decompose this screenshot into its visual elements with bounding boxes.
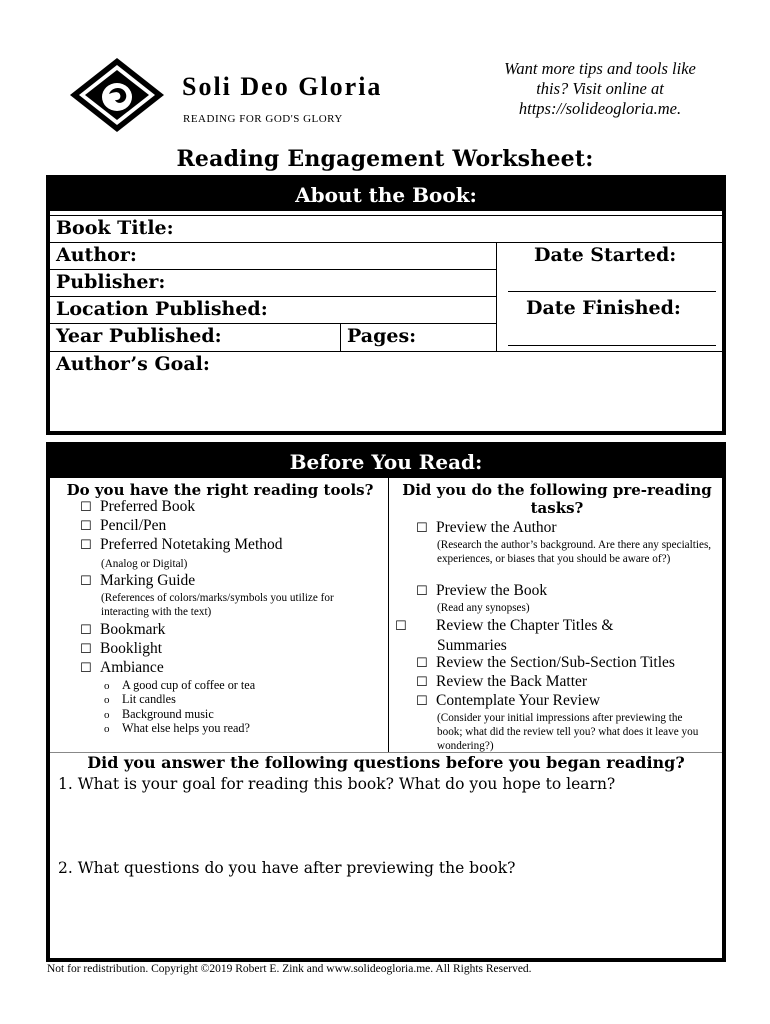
item-label: Preferred Book [100, 498, 196, 515]
checkbox-icon[interactable]: ☐ [416, 521, 428, 536]
item-label: Contemplate Your Review [436, 692, 601, 709]
author-field[interactable]: Author: [56, 244, 137, 266]
checkbox-icon[interactable]: ☐ [80, 519, 92, 534]
about-book-section [46, 175, 726, 435]
year-published-field[interactable]: Year Published: [56, 325, 222, 347]
checkbox-icon[interactable]: ☐ [80, 623, 92, 638]
item-label: Review the Chapter Titles & Summaries [436, 617, 614, 654]
checklist-item[interactable] [80, 621, 165, 639]
publisher-field[interactable]: Publisher: [56, 271, 166, 293]
bullet-icon: o [104, 723, 110, 735]
checklist-item[interactable] [80, 536, 283, 554]
brand-tagline: READING FOR GOD'S GLORY [183, 113, 343, 125]
item-label: Marking Guide [100, 572, 196, 589]
divider [50, 351, 722, 352]
worksheet-title: Reading Engagement Worksheet: [176, 146, 594, 172]
book-title-field[interactable]: Book Title: [56, 217, 174, 239]
checklist-item[interactable] [416, 673, 587, 691]
checklist-item[interactable] [80, 517, 166, 535]
item-note: (Read any synopses) [437, 602, 530, 614]
questions-heading: Did you answer the following questions before you began reading? [87, 753, 685, 772]
tools-question: Do you have the right reading tools? [66, 481, 374, 499]
sub-item [104, 721, 250, 736]
item-label: Preview the Book [436, 582, 548, 599]
divider [50, 269, 496, 270]
question-1: 1. What is your goal for reading this book? What do you hope to learn? [58, 775, 616, 793]
sub-item-label: Background music [122, 707, 214, 721]
checkbox-icon[interactable]: ☐ [416, 656, 428, 671]
location-published-field[interactable]: Location Published: [56, 298, 268, 320]
sub-item [104, 707, 214, 722]
checklist-item[interactable] [80, 498, 195, 516]
pre-reading-question: Did you do the following pre-reading tasks? [402, 481, 712, 517]
checklist-item[interactable] [416, 654, 675, 672]
brand-name: Soli Deo Gloria [182, 72, 383, 101]
bullet-icon: o [104, 709, 110, 721]
item-label: Booklight [100, 640, 163, 657]
bullet-icon: o [104, 694, 110, 706]
before-you-read-section [46, 442, 726, 962]
item-label: Ambiance [100, 659, 164, 676]
pages-field[interactable]: Pages: [347, 325, 417, 347]
sub-item-label: What else helps you read? [122, 721, 250, 735]
promo-text [472, 59, 728, 119]
item-note: (Analog or Digital) [101, 558, 188, 570]
item-note: (References of colors/marks/symbols you utilize for interacting with the text) [101, 592, 334, 618]
bullet-icon: o [104, 680, 110, 692]
divider [496, 242, 497, 351]
checklist-item[interactable] [80, 640, 162, 658]
item-label: Review the Section/Sub-Section Titles [436, 654, 675, 671]
author-goal-field[interactable]: Author’s Goal: [56, 353, 210, 375]
checklist-item[interactable] [416, 692, 600, 710]
column-divider [388, 478, 389, 753]
checklist-item[interactable] [80, 572, 195, 590]
soli-deo-gloria-logo [68, 56, 166, 134]
checkbox-icon[interactable]: ☐ [80, 661, 92, 676]
item-label: Preferred Notetaking Method [100, 536, 283, 553]
checkbox-icon[interactable]: ☐ [80, 500, 92, 515]
date-finished-field[interactable]: Date Finished: [526, 297, 681, 319]
checkbox-icon[interactable]: ☐ [80, 574, 92, 589]
sub-item-label: A good cup of coffee or tea [122, 678, 256, 692]
checkbox-icon[interactable]: ☐ [416, 675, 428, 690]
checkbox-icon[interactable]: ☐ [80, 538, 92, 553]
sub-item [104, 678, 255, 693]
date-started-line [508, 291, 716, 292]
item-label: Bookmark [100, 621, 166, 638]
sub-item-label: Lit candles [122, 692, 176, 706]
divider [50, 323, 496, 324]
question-2: 2. What questions do you have after previewing the book? [58, 859, 516, 877]
item-label: Preview the Author [436, 519, 557, 536]
promo-line: this? Visit online at [536, 79, 664, 98]
sub-item [104, 692, 176, 707]
about-book-heading: About the Book: [50, 179, 722, 211]
divider [340, 323, 341, 351]
date-finished-line [508, 345, 716, 346]
promo-line: Want more tips and tools like [504, 59, 696, 78]
checkbox-icon[interactable]: ☐ [395, 619, 407, 634]
item-label: Review the Back Matter [436, 673, 588, 690]
item-note: (Consider your initial impressions after previewing the book; what did the review tell you? what does it leave you wondering?) [437, 712, 699, 752]
checklist-item[interactable] [416, 582, 547, 600]
checklist-item[interactable] [416, 519, 557, 537]
promo-link: https://solideogloria.me. [518, 99, 682, 118]
checkbox-icon[interactable]: ☐ [416, 694, 428, 709]
date-started-field[interactable]: Date Started: [534, 244, 677, 266]
checkbox-icon[interactable]: ☐ [416, 584, 428, 599]
checklist-item[interactable] [80, 659, 164, 677]
before-you-read-heading: Before You Read: [50, 446, 722, 478]
checkbox-icon[interactable]: ☐ [80, 642, 92, 657]
divider [50, 296, 496, 297]
divider [50, 242, 722, 243]
checklist-item[interactable] [395, 616, 667, 655]
item-label: Pencil/Pen [100, 517, 167, 534]
divider [50, 215, 722, 216]
copyright-footer: Not for redistribution. Copyright ©2019 Robert E. Zink and www.solideogloria.me. All Rights Reserved. [47, 963, 532, 975]
item-note: (Research the author’s background. Are there any specialties, experiences, or biases that you should be aware of?) [437, 539, 712, 565]
